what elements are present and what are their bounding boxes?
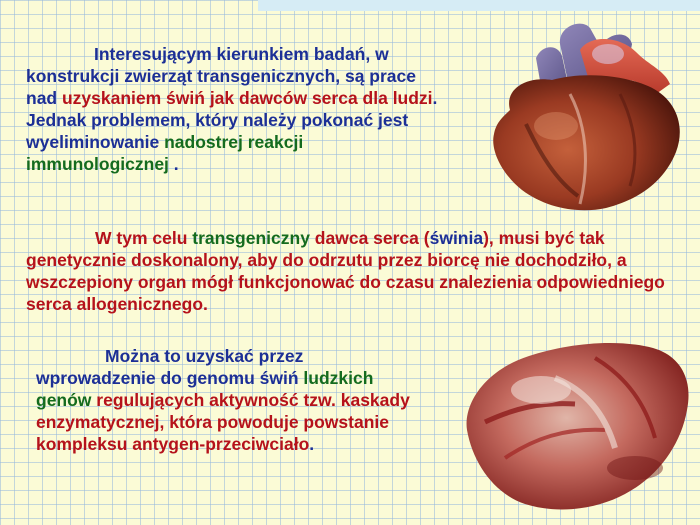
p2-seg-2: dawca serca ( <box>309 228 430 248</box>
p3-seg-5: . <box>309 434 315 454</box>
p1-seg-4: . <box>168 154 179 174</box>
paragraph-3 <box>36 345 426 455</box>
p2-seg-3: świnia <box>429 228 484 248</box>
p3-seg-1: ludzkich genów <box>36 368 374 410</box>
paragraph-1 <box>26 43 446 175</box>
p3-seg-0: Można to uzyskać przez wprowadzenie do genomu świń <box>36 346 304 388</box>
p1-seg-3: nadostrej reakcji immunologicznej <box>26 132 304 174</box>
pig-heart-photo <box>445 318 700 518</box>
paragraph-2 <box>26 227 676 315</box>
p1-seg-1: uzyskaniem świń jak dawców serca dla ludzi <box>61 88 433 108</box>
p1-seg-2: . Jednak problemem, który należy pokonać jest wyeliminowanie <box>26 88 438 152</box>
p2-seg-1: transgeniczny <box>192 228 310 248</box>
p2-seg-0: W tym celu <box>95 228 193 248</box>
p1-seg-0: Interesującym kierunkiem badań, w konstrukcji zwierząt transgenicznych, są prace nad <box>26 44 417 108</box>
top-band <box>258 0 700 11</box>
p2-seg-4: ), musi być tak genetycznie doskonalony, aby do odrzutu przez biorcę nie dochodziło, a wszczepiony organ mógł funkcjonować do czasu znalezienia odpowiedniego serca allogenicznego. <box>26 228 665 314</box>
p3-seg-3: regulujących <box>96 390 205 410</box>
p3-seg-4: aktywność tzw. kaskady enzymatycznej, która powoduje powstanie kompleksu antygen-przeciwciało <box>36 390 410 454</box>
heart-photo <box>450 14 700 214</box>
